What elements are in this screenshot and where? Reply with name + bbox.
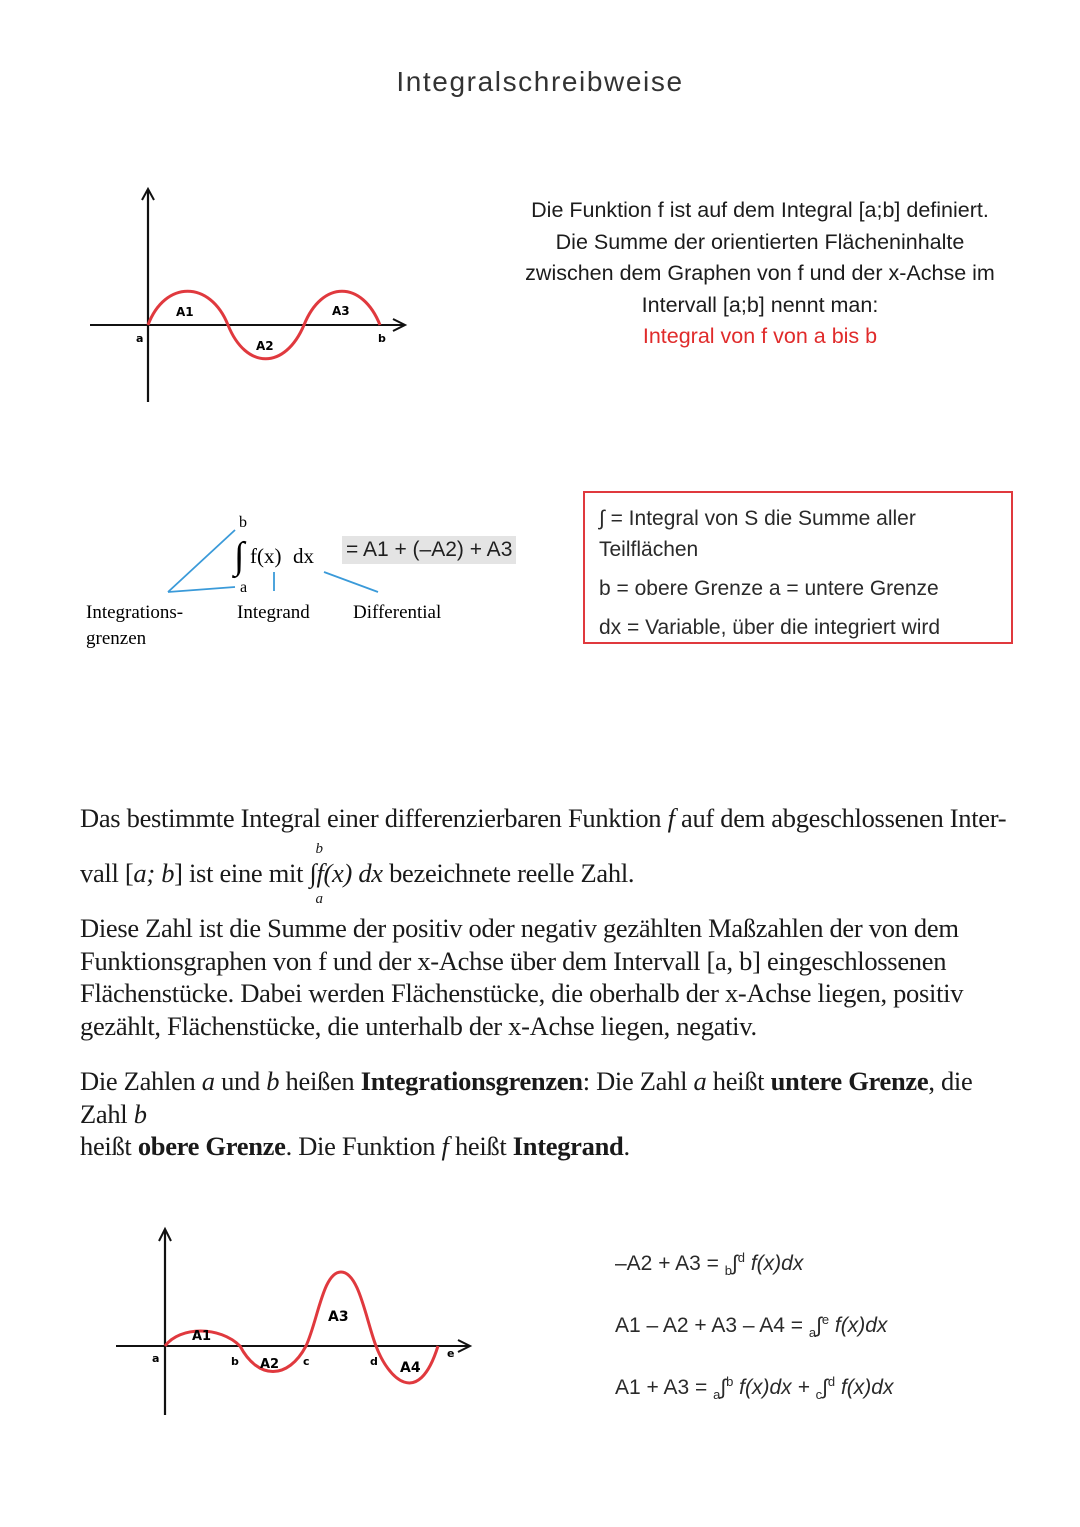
integral-notation-diagram bbox=[80, 505, 540, 655]
label-2-A2: A2 bbox=[260, 1357, 280, 1372]
prose-paragraph-1 bbox=[80, 802, 1030, 907]
integral-lower-bound: a bbox=[240, 579, 248, 596]
differential-expr: dx bbox=[293, 544, 314, 568]
integral-sign: ∫ bbox=[234, 535, 245, 577]
definition-line-4: Intervall [a;b] nennt man: bbox=[641, 292, 879, 317]
prose-int-upper: b bbox=[315, 840, 323, 857]
bounds-pointer-upper bbox=[168, 530, 235, 592]
note-line-4: dx = Variable, über die integriert wird bbox=[599, 616, 941, 639]
label-A2: A2 bbox=[256, 339, 274, 353]
definition-line-2: Die Summe der orientierten Flächeninhalte bbox=[555, 229, 965, 254]
formula-1: –A2 + A3 = $_b$∫$^d$ f(x)dx bbox=[615, 1250, 804, 1279]
definition-text bbox=[500, 195, 1020, 353]
label-A3: A3 bbox=[332, 304, 350, 318]
graph-wave-areas bbox=[110, 1220, 490, 1420]
graph-sine-areas bbox=[80, 180, 420, 420]
label-a: a bbox=[136, 332, 144, 345]
label-bounds-2: grenzen bbox=[86, 628, 147, 649]
bounds-pointer-lower bbox=[168, 587, 235, 592]
notation-notes-box bbox=[583, 491, 1013, 644]
label-bounds-1: Integrations- bbox=[86, 602, 184, 623]
function-curve-2 bbox=[165, 1272, 438, 1383]
prose-paragraph-2: Diese Zahl ist die Summe der positiv oder negativ gezählten Maßzahlen der von dem Funktionsgraphen von f und der x-Achse über dem Intervall [a, b] eingeschlossenen Flächenstücke. Dabei werden Flächenstücke, die oberhalb der x-Achse liegen, positiv gezählt, Flächenstücke, die unterhalb der x-Achse liegen, negativ. bbox=[80, 913, 964, 1041]
label-2-d: d bbox=[370, 1355, 378, 1368]
integral-upper-bound: b bbox=[239, 514, 247, 531]
label-2-e: e bbox=[447, 1347, 455, 1360]
note-line-1: ∫ = Integral von S die Summe aller bbox=[599, 507, 916, 530]
label-2-a: a bbox=[152, 1352, 160, 1365]
definition-line-3: zwischen dem Graphen von f und der x-Achse im bbox=[525, 261, 995, 285]
definition-highlight: Integral von f von a bis b bbox=[642, 324, 878, 348]
prose-p1-line2: vall [a; b] ist eine mit b ∫f(x) dx a bezeichnete reelle Zahl. bbox=[80, 857, 1030, 890]
formula-2: A1 – A2 + A3 – A4 = $_a$∫$^e$ f(x)dx bbox=[615, 1312, 888, 1341]
note-line-2: Teilflächen bbox=[599, 538, 699, 561]
prose-integral: b ∫f(x) dx a bbox=[309, 857, 382, 890]
label-2-c: c bbox=[303, 1355, 310, 1368]
integrand-expr: f(x) bbox=[250, 544, 282, 568]
label-2-A3: A3 bbox=[328, 1309, 349, 1325]
prose-int-lower: a bbox=[315, 890, 323, 907]
prose-paragraph-3: Die Zahlen a und b heißen Integrationsgrenzen: Die Zahl a heißt untere Grenze, die Zahl b heißt obere Grenze. Die Funktion f heißt Integrand. bbox=[80, 1066, 973, 1161]
definition-line-1: Die Funktion f ist auf dem Integral [a;b] definiert. bbox=[531, 198, 989, 222]
area-equation: = A1 + (–A2) + A3 bbox=[342, 536, 516, 564]
label-differential: Differential bbox=[353, 602, 442, 623]
label-integrand: Integrand bbox=[237, 602, 310, 623]
label-b: b bbox=[378, 332, 386, 345]
label-2-b: b bbox=[231, 1355, 239, 1368]
label-2-A4: A4 bbox=[400, 1360, 421, 1376]
label-A1: A1 bbox=[176, 305, 194, 319]
prose-p1-line1: Das bestimmte Integral einer differenzierbaren Funktion f auf dem abgeschlossenen Inter- bbox=[80, 803, 1007, 833]
page-title: Integralschreibweise bbox=[396, 66, 684, 97]
note-line-3: b = obere Grenze a = untere Grenze bbox=[599, 577, 939, 600]
label-2-A1: A1 bbox=[192, 1329, 212, 1344]
formula-3: A1 + A3 = $_a$∫$^b$ f(x)dx + $_c$∫$^d$ f(x)dx bbox=[615, 1374, 894, 1403]
differential-pointer bbox=[324, 572, 378, 592]
